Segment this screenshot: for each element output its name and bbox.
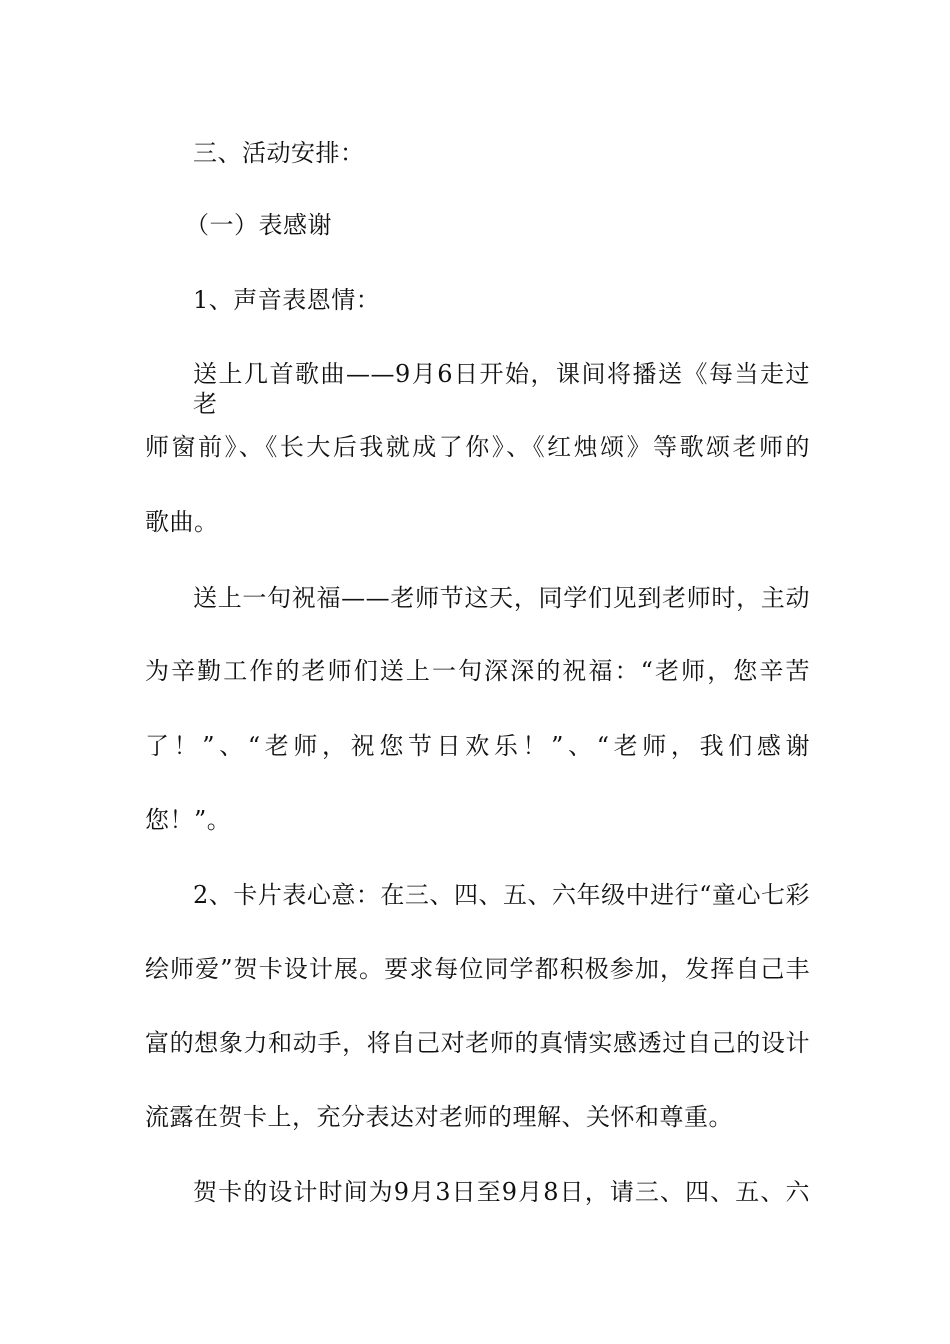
paragraph-line: 流露在贺卡上，充分表达对老师的理解、关怀和尊重。	[145, 1103, 733, 1131]
paragraph-line: 了！”、“老师，祝您节日欢乐！”、“老师，我们感谢	[145, 732, 810, 760]
paragraph-line: 富的想象力和动手，将自己对老师的真情实感透过自己的设计	[145, 1029, 810, 1057]
paragraph-line: 为辛勤工作的老师们送上一句深深的祝福：“老师，您辛苦	[145, 657, 810, 685]
section-heading: 三、活动安排：	[193, 139, 365, 167]
paragraph-line: 送上一句祝福——老师节这天，同学们见到老师时，主动	[193, 584, 810, 612]
paragraph-line: 2、卡片表心意：在三、四、五、六年级中进行“童心七彩	[193, 881, 810, 909]
item-heading: 1、声音表恩情：	[193, 286, 381, 314]
paragraph-line: 歌曲。	[145, 508, 219, 536]
paragraph-line: 师窗前》、《长大后我就成了你》、《红烛颂》等歌颂老师的	[145, 433, 810, 461]
subsection-heading: （一）表感谢	[185, 211, 332, 239]
paragraph-line: 您！”。	[145, 806, 232, 834]
paragraph-line: 绘师爱”贺卡设计展。要求每位同学都积极参加，发挥自己丰	[145, 955, 810, 983]
paragraph-line: 送上几首歌曲——9月6日开始，课间将播送《每当走过老	[193, 360, 810, 418]
paragraph-line: 贺卡的设计时间为9月3日至9月8日，请三、四、五、六	[193, 1178, 810, 1206]
